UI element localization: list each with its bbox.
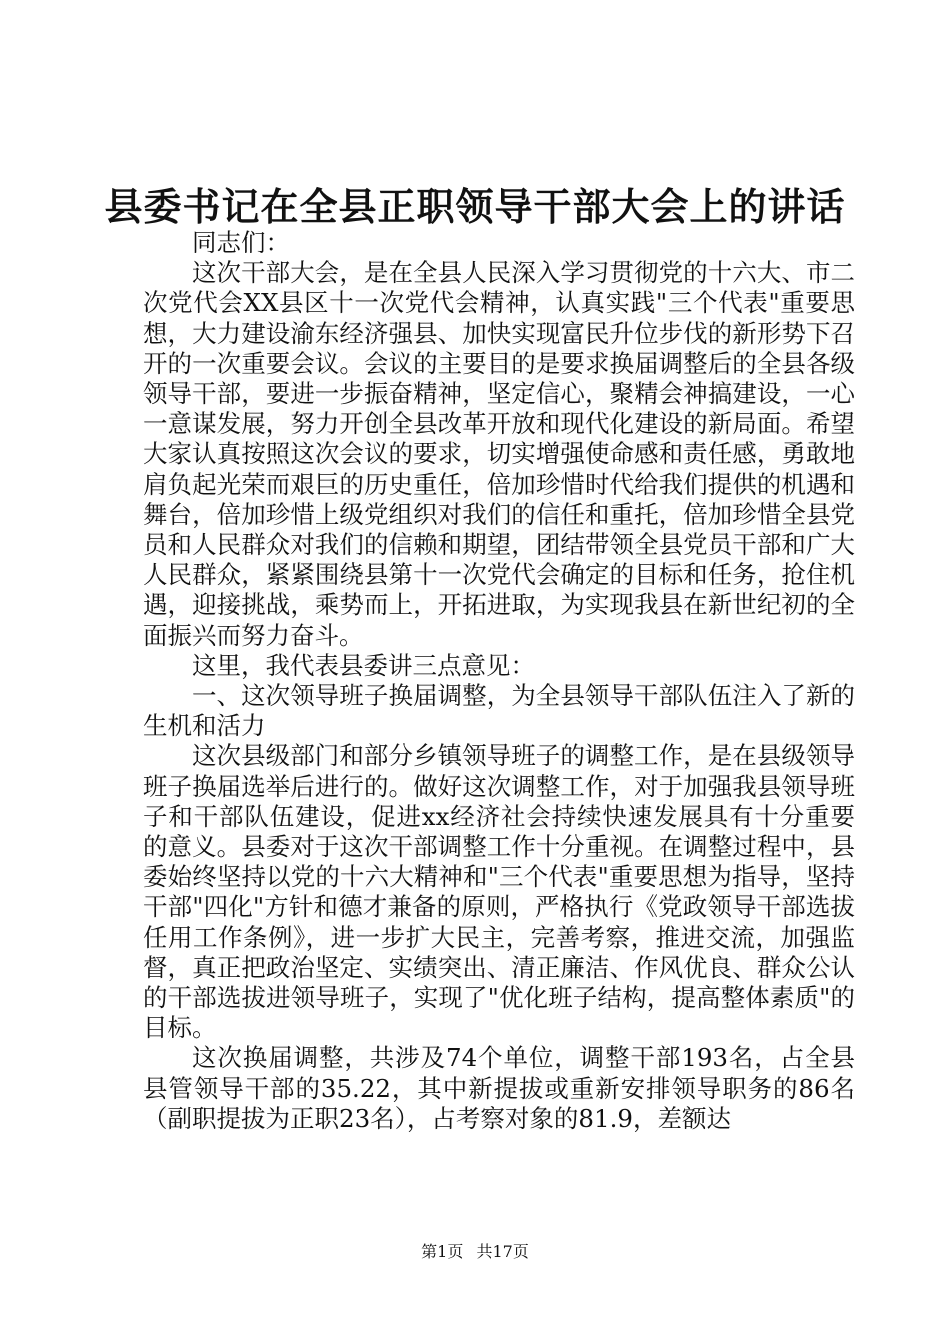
document-title: 县委书记在全县正职领导干部大会上的讲话 [104, 184, 846, 229]
section-heading: 一、这次领导班子换届调整，为全县领导干部队伍注入了新的生机和活力 [143, 681, 855, 741]
body-paragraph: 这里，我代表县委讲三点意见： [192, 650, 535, 680]
salutation-paragraph: 同志们： [192, 228, 290, 257]
body-paragraph: 这次换届调整，共涉及74个单位，调整干部193名，占全县县管领导干部的35.22，其中新提拔或重新安排领导职务的86名（副职提拔为正职23名），占考察对象的81.9，差额达 [143, 1043, 855, 1133]
page-total: 共17页 [476, 1242, 529, 1261]
page-footer [0, 1240, 950, 1264]
page-number: 第1页 [421, 1242, 464, 1261]
body-paragraph: 这次干部大会，是在全县人民深入学习贯彻党的十六大、市二次党代会XX县区十一次党代会精神，认真实践"三个代表"重要思想，大力建设渝东经济强县、加快实现富民升位步伐的新形势下召开的一次重要会议。会议的主要目的是要求换届调整后的全县各级领导干部，要进一步振奋精神，坚定信心，聚精会神搞建设，一心一意谋发展，努力开创全县改革开放和现代化建设的新局面。希望大家认真按照这次会议的要求，切实增强使命感和责任感，勇敢地肩负起光荣而艰巨的历史重任，倍加珍惜时代给我们提供的机遇和舞台，倍加珍惜上级党组织对我们的信任和重托，倍加珍惜全县党员和人民群众对我们的信赖和期望，团结带领全县党员干部和广大人民群众，紧紧围绕县第十一次党代会确定的目标和任务，抢住机遇，迎接挑战，乘势而上，开拓进取，为实现我县在新世纪初的全面振兴而努力奋斗。 [143, 258, 855, 650]
body-paragraph: 这次县级部门和部分乡镇领导班子的调整工作，是在县级领导班子换届选举后进行的。做好这次调整工作，对于加强我县领导班子和干部队伍建设，促进xx经济社会持续快速发展具有十分重要的意义。县委对于这次干部调整工作十分重视。在调整过程中，县委始终坚持以党的十六大精神和"三个代表"重要思想为指导，坚持干部"四化"方针和德才兼备的原则，严格执行《党政领导干部选拔任用工作条例》，进一步扩大民主，完善考察，推进交流，加强监督，真正把政治坚定、实绩突出、清正廉洁、作风优良、群众公认的干部选拔进领导班子，实现了"优化班子结构，提高整体素质"的目标。 [143, 741, 855, 1043]
document-body [143, 228, 855, 1134]
